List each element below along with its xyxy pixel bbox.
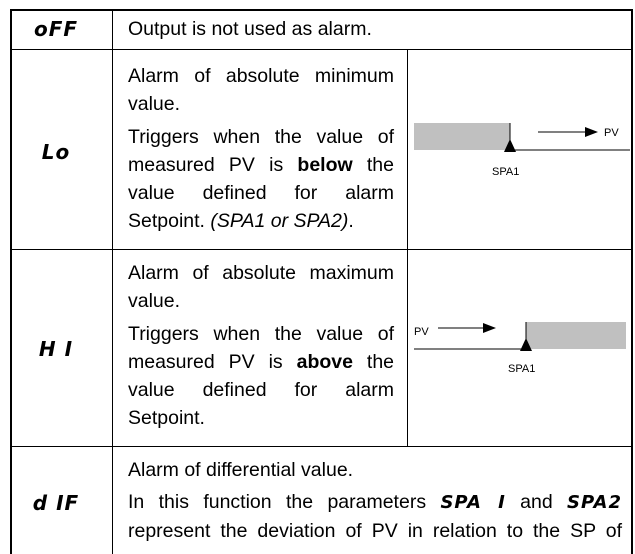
function-code-lo: Lo <box>41 140 71 164</box>
pv-arrow-head <box>483 323 496 333</box>
low-alarm-diagram <box>408 100 632 190</box>
text-line: Setpoint. <box>128 407 205 429</box>
text-line: measured PV is below the <box>128 154 394 176</box>
pv-label: PV <box>414 326 429 338</box>
function-code-hi: H I <box>38 337 74 361</box>
text-line: value defined for alarm <box>128 379 394 401</box>
function-description-hi <box>128 259 394 432</box>
function-description-off: Output is not used as alarm. <box>128 18 372 40</box>
text-line: Alarm of absolute maximum <box>128 262 394 284</box>
text-line: In this function the parameters SPA I and SPA2 <box>128 491 622 513</box>
table-border-left <box>10 9 12 554</box>
function-description-dif <box>128 456 622 545</box>
text-line: Triggers when the value of <box>128 126 394 148</box>
text-line: value defined for alarm <box>128 182 394 204</box>
text-line: Setpoint. (SPA1 or SPA2). <box>128 210 354 232</box>
text-line: Triggers when the value of <box>128 323 394 345</box>
table-border-top <box>10 9 633 11</box>
text-line: Alarm of differential value. <box>128 459 354 481</box>
alarm-zone-shaded <box>414 123 510 150</box>
text-line: measured PV is above the <box>128 351 395 373</box>
pv-arrow-head <box>585 127 598 137</box>
pv-label: PV <box>604 127 619 139</box>
high-alarm-diagram <box>408 300 632 390</box>
text-line: value. <box>128 93 181 115</box>
table-border-right <box>631 9 633 554</box>
setpoint-label: SPA1 <box>492 166 520 178</box>
text-line: represent the deviation of PV in relation to the SP of <box>128 520 622 542</box>
text-line: value. <box>128 290 181 312</box>
row-separator <box>10 446 633 447</box>
text-line: Alarm of absolute minimum <box>128 65 394 87</box>
row-separator <box>10 49 633 50</box>
alarm-zone-shaded <box>526 322 626 349</box>
setpoint-label: SPA1 <box>508 363 536 375</box>
table-column-divider <box>112 9 113 554</box>
function-description-lo <box>128 62 394 235</box>
function-code-dif: d IF <box>32 491 80 515</box>
row-separator <box>10 249 633 250</box>
function-code-off: oFF <box>33 17 79 41</box>
